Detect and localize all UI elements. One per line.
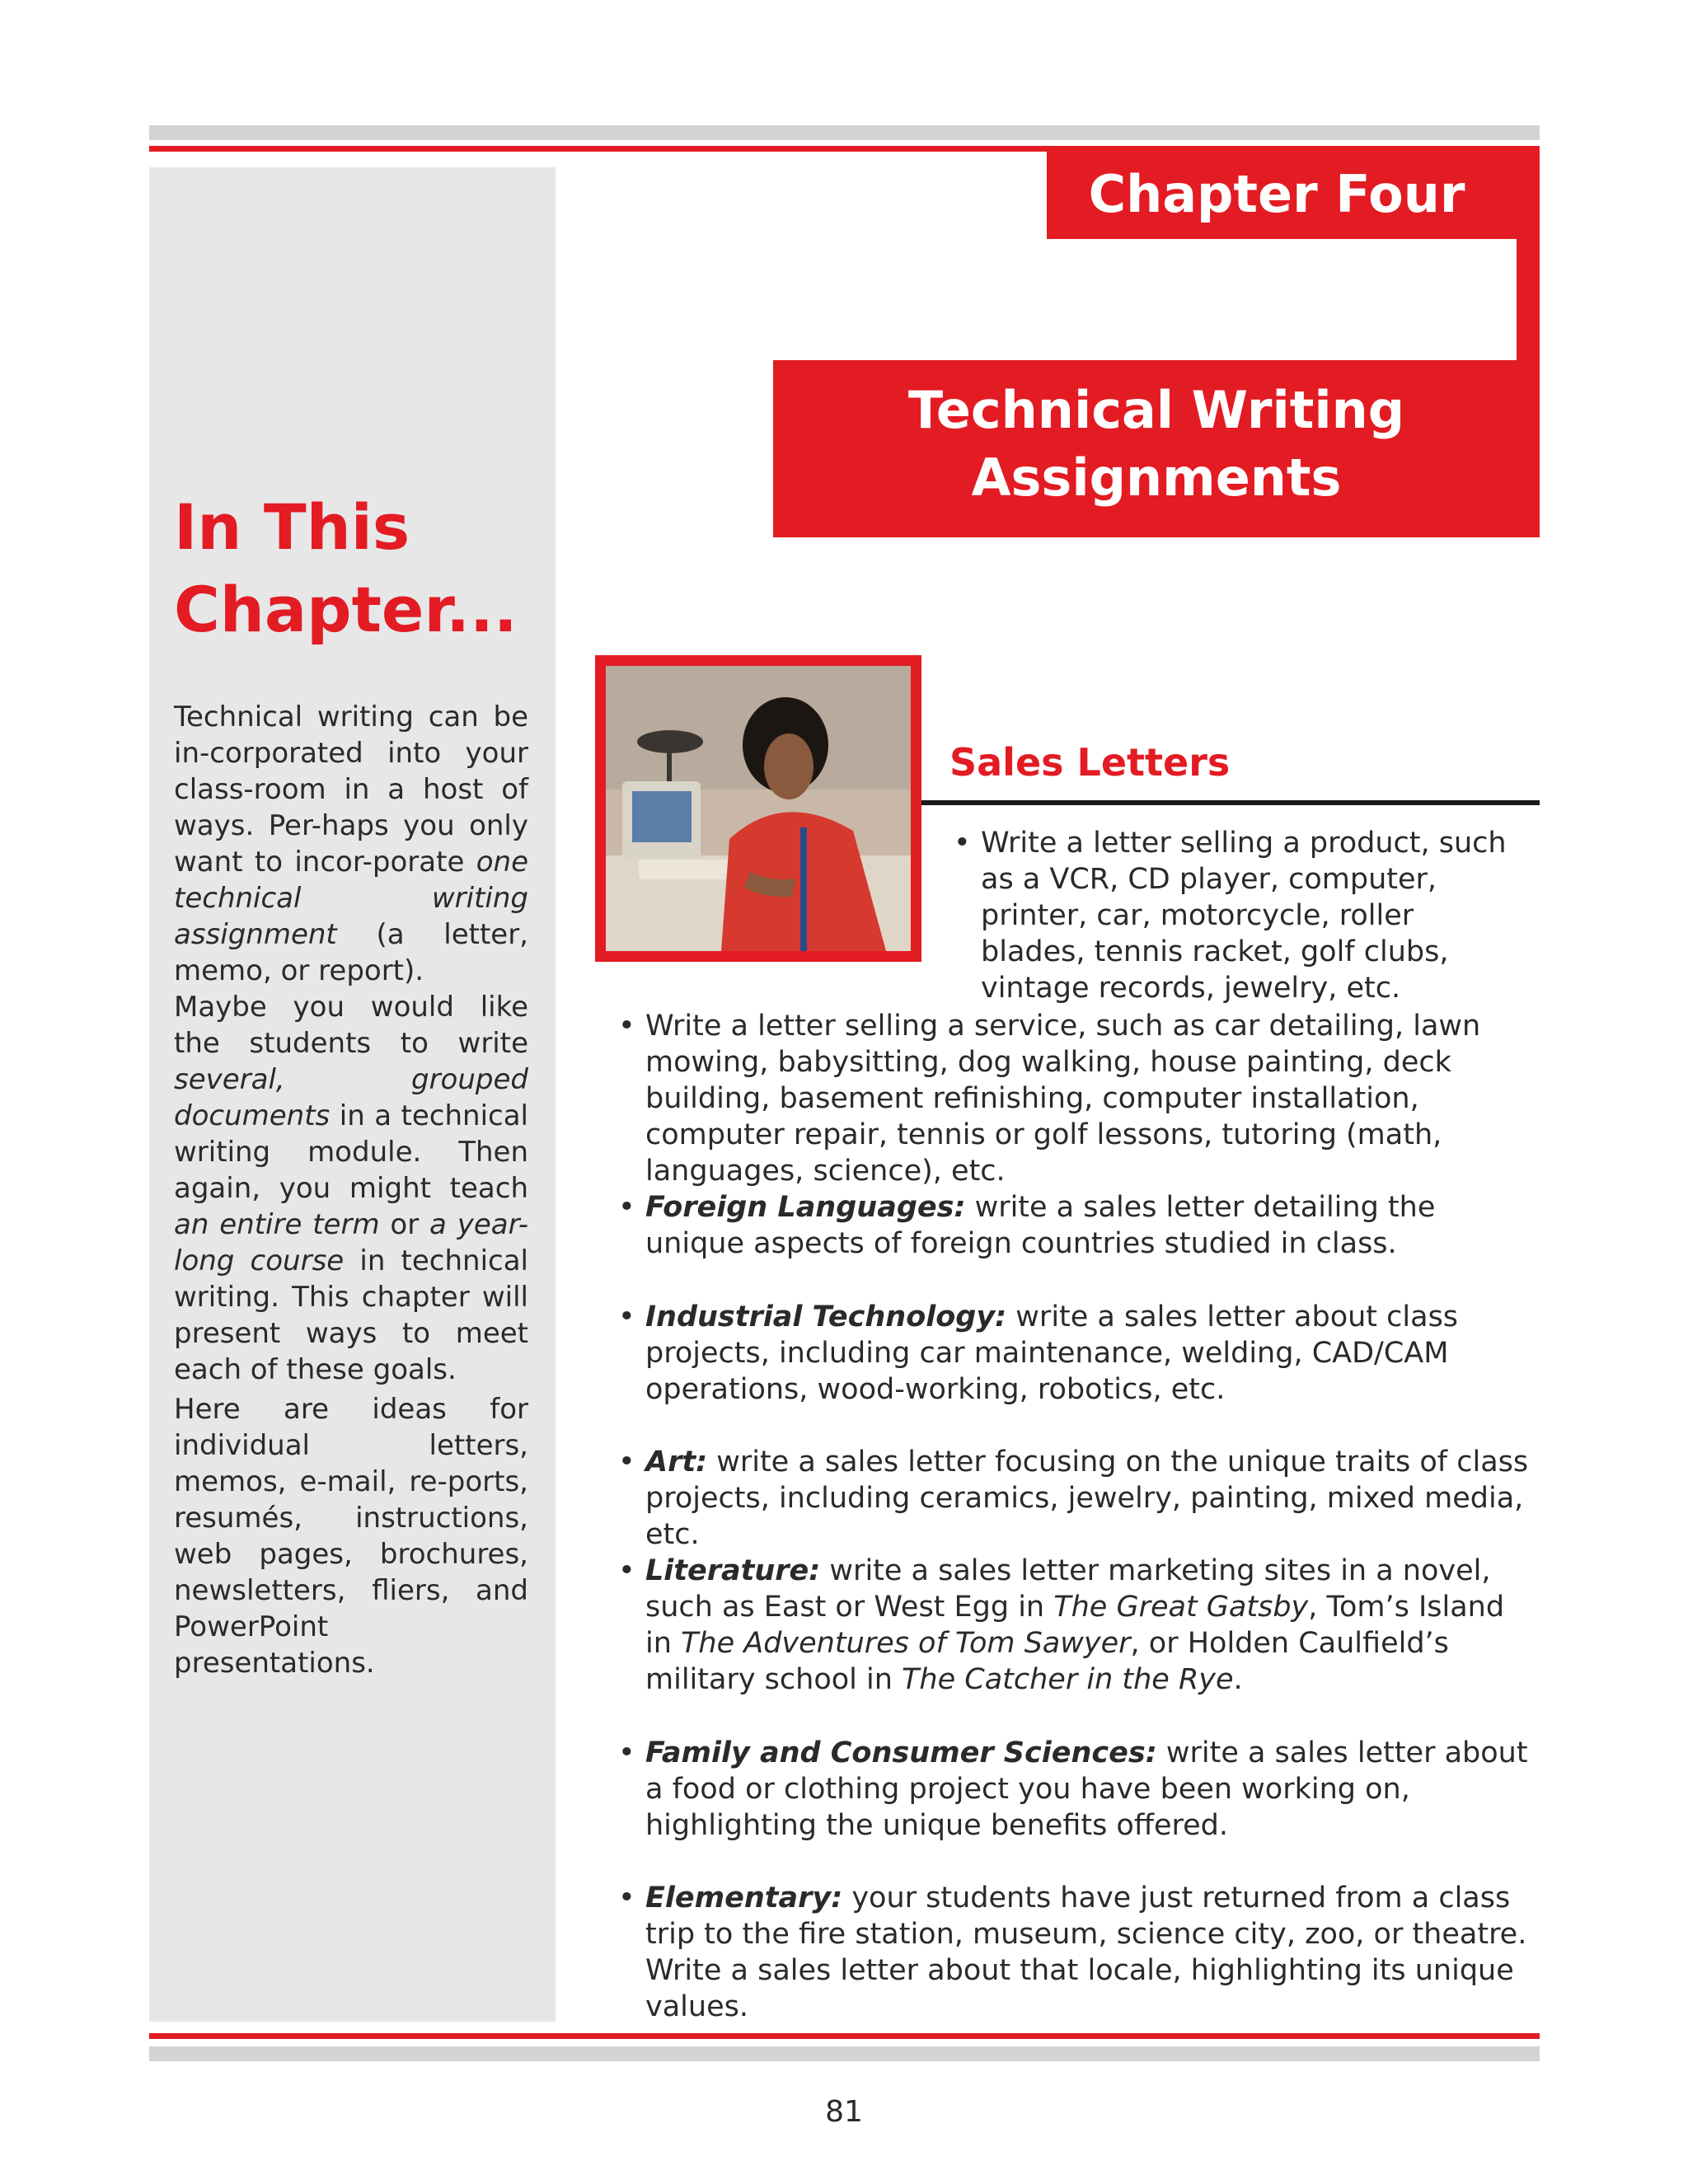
page-number: 81	[825, 2095, 863, 2129]
bullet-dot: •	[618, 1736, 635, 1769]
sidebar-paragraph-1: Technical writing can be in-corporated into your class-room in a host of ways. Per-haps you only want to incor-porate one technical writing assignment (a letter, memo, or report).	[174, 701, 528, 987]
chapter-number: Chapter Four	[1088, 163, 1465, 224]
student-at-computer-photo	[606, 666, 911, 951]
chapter-title	[773, 377, 1540, 512]
list-item: • Write a letter selling a product, such as a VCR, CD player, computer, printer, car, motorcycle, roller blades, tennis racket, golf clubs, vintage records, jewelry, etc.	[954, 827, 1507, 1005]
bullet-dot: •	[618, 1446, 635, 1479]
chapter-title-line1: Technical Writing	[907, 380, 1405, 440]
bullet-dot: •	[618, 1554, 635, 1587]
list-item: • Family and Consumer Sciences: write a sales letter about a food or clothing project you have been working on, highlighting the unique benefits offered.	[618, 1736, 1528, 1842]
bottom-red-rule	[149, 2033, 1540, 2039]
sidebar-paragraph-2: Maybe you would like the students to write several, grouped documents in a technical writing module. Then again, you might teach an entire term or a year-long course in technical writing. This chapter will present ways to meet each of these goals.	[174, 991, 528, 1386]
bullet-dot: •	[618, 1010, 635, 1043]
list-item: • Elementary: your students have just returned from a class trip to the fire station, museum, science city, zoo, or theatre. Write a sales letter about that locale, highlighting its unique values.	[618, 1882, 1527, 2023]
sidebar-title	[174, 486, 537, 651]
sidebar-paragraph-3: Here are ideas for individual letters, memos, e-mail, re-ports, resumés, instructions, web pages, brochures, newsletters, fliers, and PowerPoint presentations.	[174, 1393, 528, 1680]
chapter-title-line2: Assignments	[971, 448, 1342, 508]
list-item: • Industrial Technology: write a sales letter about class projects, including car maintenance, welding, CAD/CAM operations, wood-working, robotics, etc.	[618, 1301, 1459, 1406]
sidebar-title-line2: Chapter...	[174, 573, 518, 646]
section-title-rule	[921, 800, 1540, 805]
list-item: • Foreign Languages: write a sales letter detailing the unique aspects of foreign countries studied in class.	[618, 1191, 1436, 1260]
bullet-dot: •	[618, 1191, 635, 1224]
sidebar-title-line1: In This	[174, 490, 410, 564]
bullet-dot: •	[618, 1301, 635, 1333]
chapter-connector-bar	[1517, 235, 1540, 363]
bullet-dot: •	[618, 1882, 635, 1915]
section-title: Sales Letters	[950, 740, 1231, 785]
list-item: • Art: write a sales letter focusing on the unique traits of class projects, including ceramics, jewelry, painting, mixed media, etc.	[618, 1446, 1529, 1551]
list-item: • Literature: write a sales letter marketing sites in a novel, such as East or West Egg in The Great Gatsby, Tom’s Island in The Adventures of Tom Sawyer, or Holden Caulfield’s military school in The Catcher in the Rye.	[618, 1554, 1505, 1696]
photo-frame	[595, 655, 921, 962]
list-item: • Write a letter selling a service, such as car detailing, lawn mowing, babysitting, dog walking, house painting, deck building, basement refinishing, computer installation, computer repair, tennis or golf lessons, tutoring (math, languages, science), etc.	[618, 1010, 1481, 1188]
bottom-gray-rule	[149, 2046, 1540, 2061]
bullet-dot: •	[954, 827, 971, 860]
top-gray-rule	[149, 125, 1540, 140]
